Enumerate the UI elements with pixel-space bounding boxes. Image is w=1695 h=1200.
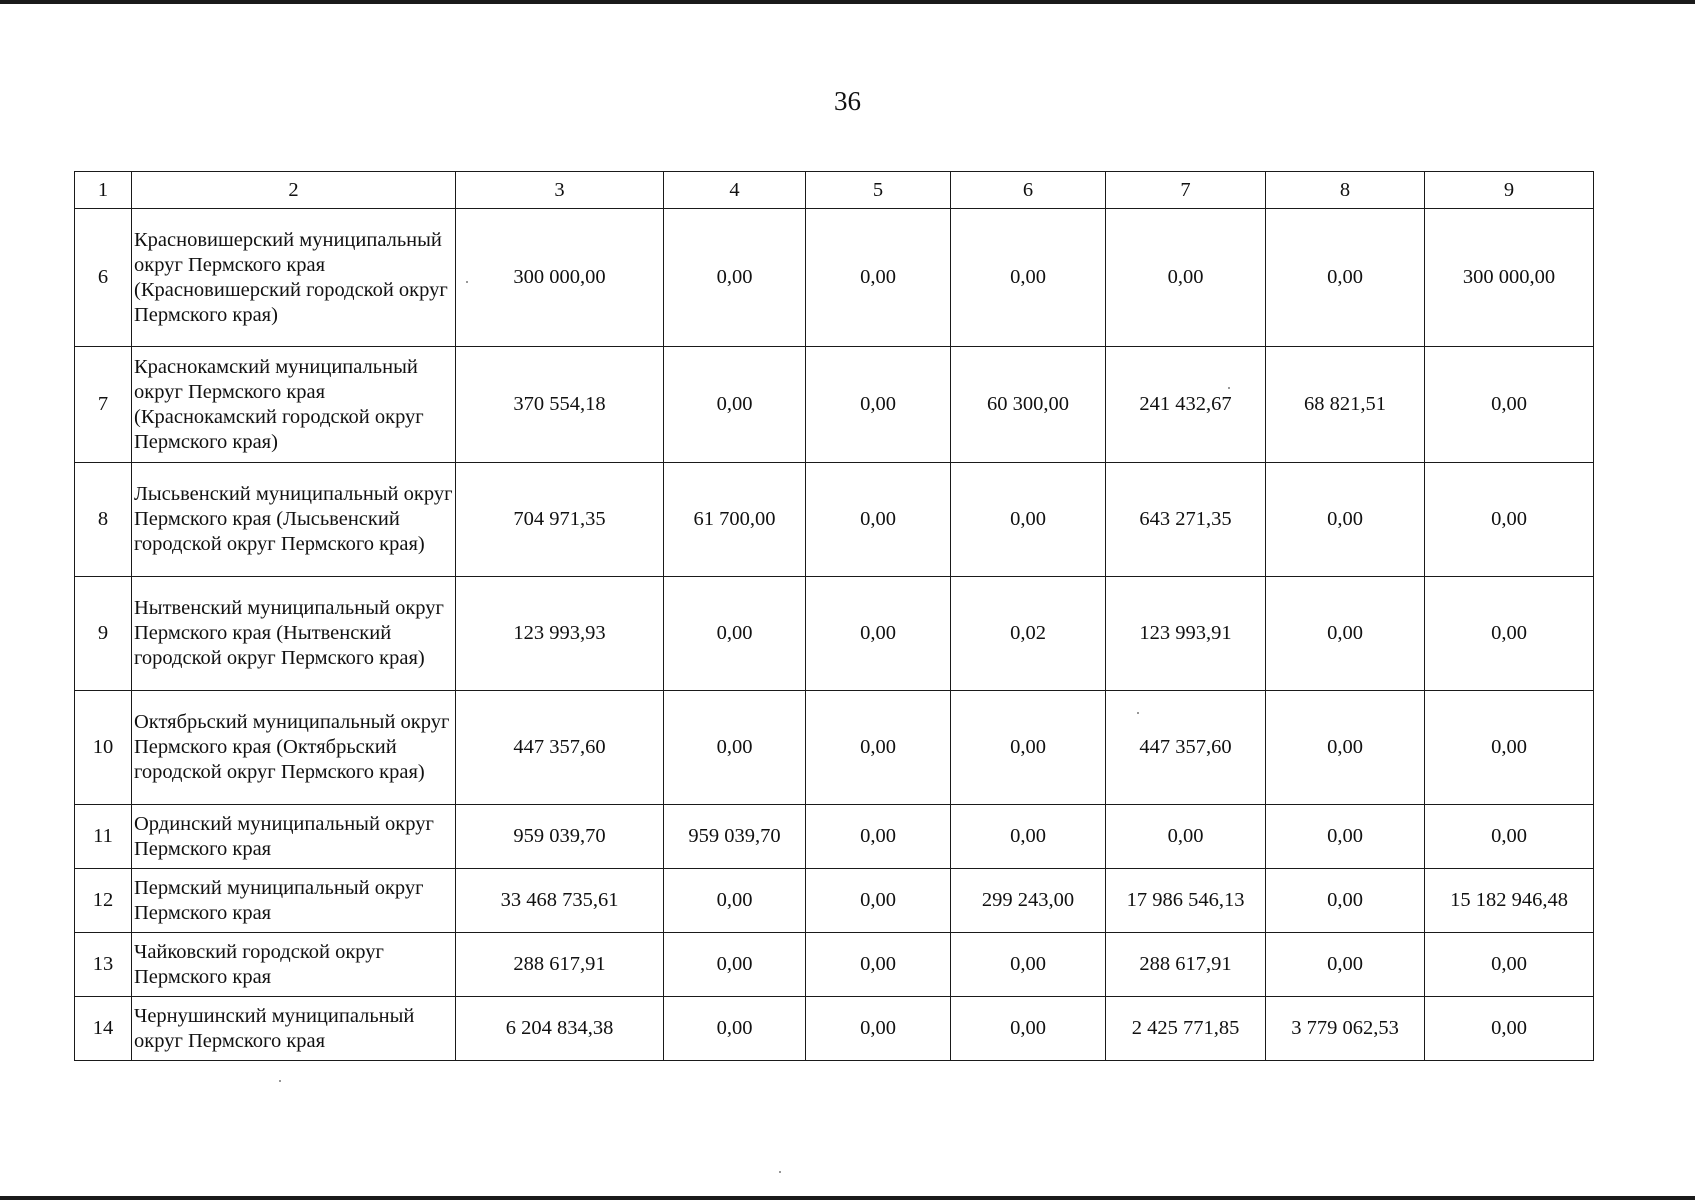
municipality-name: Красновишерский муниципальный округ Пермского края (Красновишерский городской округ Пермского края) [132, 209, 456, 347]
value-cell-col-5: 0,00 [806, 691, 951, 805]
scan-speck [466, 281, 468, 283]
value-cell-col-7: 288 617,91 [1106, 933, 1266, 997]
value-cell-col-3: 123 993,93 [456, 577, 664, 691]
municipality-name: Пермский муниципальный округ Пермского края [132, 869, 456, 933]
column-header-4: 4 [664, 172, 806, 209]
column-header-9: 9 [1425, 172, 1594, 209]
scan-speck [779, 1171, 781, 1173]
column-header-8: 8 [1266, 172, 1425, 209]
value-cell-col-5: 0,00 [806, 933, 951, 997]
table-header [75, 172, 1594, 209]
table-row [75, 691, 1594, 805]
value-cell-col-4: 959 039,70 [664, 805, 806, 869]
table-row [75, 209, 1594, 347]
table-row [75, 577, 1594, 691]
row-number: 13 [75, 933, 132, 997]
value-cell-col-5: 0,00 [806, 869, 951, 933]
value-cell-col-7: 447 357,60 [1106, 691, 1266, 805]
value-cell-col-5: 0,00 [806, 209, 951, 347]
municipality-name: Лысьвенский муниципальный округ Пермского края (Лысьвенский городской округ Пермского края) [132, 463, 456, 577]
column-header-5: 5 [806, 172, 951, 209]
row-number: 11 [75, 805, 132, 869]
value-cell-col-5: 0,00 [806, 463, 951, 577]
municipality-name: Нытвенский муниципальный округ Пермского края (Нытвенский городской округ Пермского края) [132, 577, 456, 691]
value-cell-col-3: 959 039,70 [456, 805, 664, 869]
scan-edge-top [0, 0, 1695, 4]
municipality-name: Чернушинский муниципальный округ Пермского края [132, 997, 456, 1061]
value-cell-col-3: 447 357,60 [456, 691, 664, 805]
value-cell-col-4: 0,00 [664, 997, 806, 1061]
value-cell-col-6: 0,00 [951, 997, 1106, 1061]
value-cell-col-6: 0,00 [951, 209, 1106, 347]
value-cell-col-6: 0,00 [951, 805, 1106, 869]
value-cell-col-4: 0,00 [664, 933, 806, 997]
value-cell-col-6: 299 243,00 [951, 869, 1106, 933]
table-row [75, 869, 1594, 933]
value-cell-col-7: 17 986 546,13 [1106, 869, 1266, 933]
value-cell-col-4: 0,00 [664, 577, 806, 691]
municipality-name: Ординский муниципальный округ Пермского края [132, 805, 456, 869]
value-cell-col-5: 0,00 [806, 997, 951, 1061]
row-number: 7 [75, 347, 132, 463]
row-number: 10 [75, 691, 132, 805]
column-header-7: 7 [1106, 172, 1266, 209]
value-cell-col-9: 0,00 [1425, 347, 1594, 463]
value-cell-col-6: 0,00 [951, 933, 1106, 997]
value-cell-col-5: 0,00 [806, 347, 951, 463]
header-row [75, 172, 1594, 209]
value-cell-col-3: 704 971,35 [456, 463, 664, 577]
value-cell-col-8: 0,00 [1266, 805, 1425, 869]
value-cell-col-8: 0,00 [1266, 691, 1425, 805]
value-cell-col-3: 6 204 834,38 [456, 997, 664, 1061]
value-cell-col-9: 0,00 [1425, 691, 1594, 805]
value-cell-col-5: 0,00 [806, 805, 951, 869]
table-row [75, 997, 1594, 1061]
value-cell-col-6: 0,00 [951, 463, 1106, 577]
value-cell-col-5: 0,00 [806, 577, 951, 691]
value-cell-col-4: 0,00 [664, 347, 806, 463]
scan-speck [279, 1080, 281, 1082]
value-cell-col-6: 60 300,00 [951, 347, 1106, 463]
row-number: 6 [75, 209, 132, 347]
value-cell-col-4: 0,00 [664, 691, 806, 805]
value-cell-col-4: 61 700,00 [664, 463, 806, 577]
value-cell-col-7: 0,00 [1106, 805, 1266, 869]
value-cell-col-9: 15 182 946,48 [1425, 869, 1594, 933]
value-cell-col-9: 0,00 [1425, 805, 1594, 869]
municipality-name: Октябрьский муниципальный округ Пермского края (Октябрьский городской округ Пермского края) [132, 691, 456, 805]
municipality-name: Чайковский городской округ Пермского края [132, 933, 456, 997]
value-cell-col-8: 0,00 [1266, 209, 1425, 347]
value-cell-col-7: 0,00 [1106, 209, 1266, 347]
value-cell-col-4: 0,00 [664, 869, 806, 933]
scan-speck [1228, 387, 1230, 389]
value-cell-col-9: 0,00 [1425, 577, 1594, 691]
page-number: 36 [834, 86, 861, 116]
value-cell-col-9: 300 000,00 [1425, 209, 1594, 347]
value-cell-col-7: 241 432,67 [1106, 347, 1266, 463]
value-cell-col-9: 0,00 [1425, 463, 1594, 577]
table-row [75, 463, 1594, 577]
municipality-name: Краснокамский муниципальный округ Пермского края (Краснокамский городской округ Пермского края) [132, 347, 456, 463]
value-cell-col-8: 3 779 062,53 [1266, 997, 1425, 1061]
column-header-1: 1 [75, 172, 132, 209]
scan-edge-bottom [0, 1196, 1695, 1200]
table-body [75, 209, 1594, 1061]
scan-speck [1137, 712, 1139, 714]
column-header-2: 2 [132, 172, 456, 209]
value-cell-col-8: 0,00 [1266, 869, 1425, 933]
value-cell-col-8: 68 821,51 [1266, 347, 1425, 463]
table-row [75, 933, 1594, 997]
value-cell-col-8: 0,00 [1266, 933, 1425, 997]
value-cell-col-3: 300 000,00 [456, 209, 664, 347]
table-row [75, 805, 1594, 869]
row-number: 9 [75, 577, 132, 691]
value-cell-col-9: 0,00 [1425, 997, 1594, 1061]
value-cell-col-6: 0,00 [951, 691, 1106, 805]
table-row [75, 347, 1594, 463]
value-cell-col-7: 643 271,35 [1106, 463, 1266, 577]
value-cell-col-7: 123 993,91 [1106, 577, 1266, 691]
value-cell-col-8: 0,00 [1266, 463, 1425, 577]
value-cell-col-3: 288 617,91 [456, 933, 664, 997]
value-cell-col-4: 0,00 [664, 209, 806, 347]
value-cell-col-3: 370 554,18 [456, 347, 664, 463]
row-number: 12 [75, 869, 132, 933]
row-number: 8 [75, 463, 132, 577]
value-cell-col-8: 0,00 [1266, 577, 1425, 691]
row-number: 14 [75, 997, 132, 1061]
budget-table [74, 171, 1594, 1061]
column-header-6: 6 [951, 172, 1106, 209]
value-cell-col-9: 0,00 [1425, 933, 1594, 997]
value-cell-col-7: 2 425 771,85 [1106, 997, 1266, 1061]
value-cell-col-3: 33 468 735,61 [456, 869, 664, 933]
column-header-3: 3 [456, 172, 664, 209]
value-cell-col-6: 0,02 [951, 577, 1106, 691]
